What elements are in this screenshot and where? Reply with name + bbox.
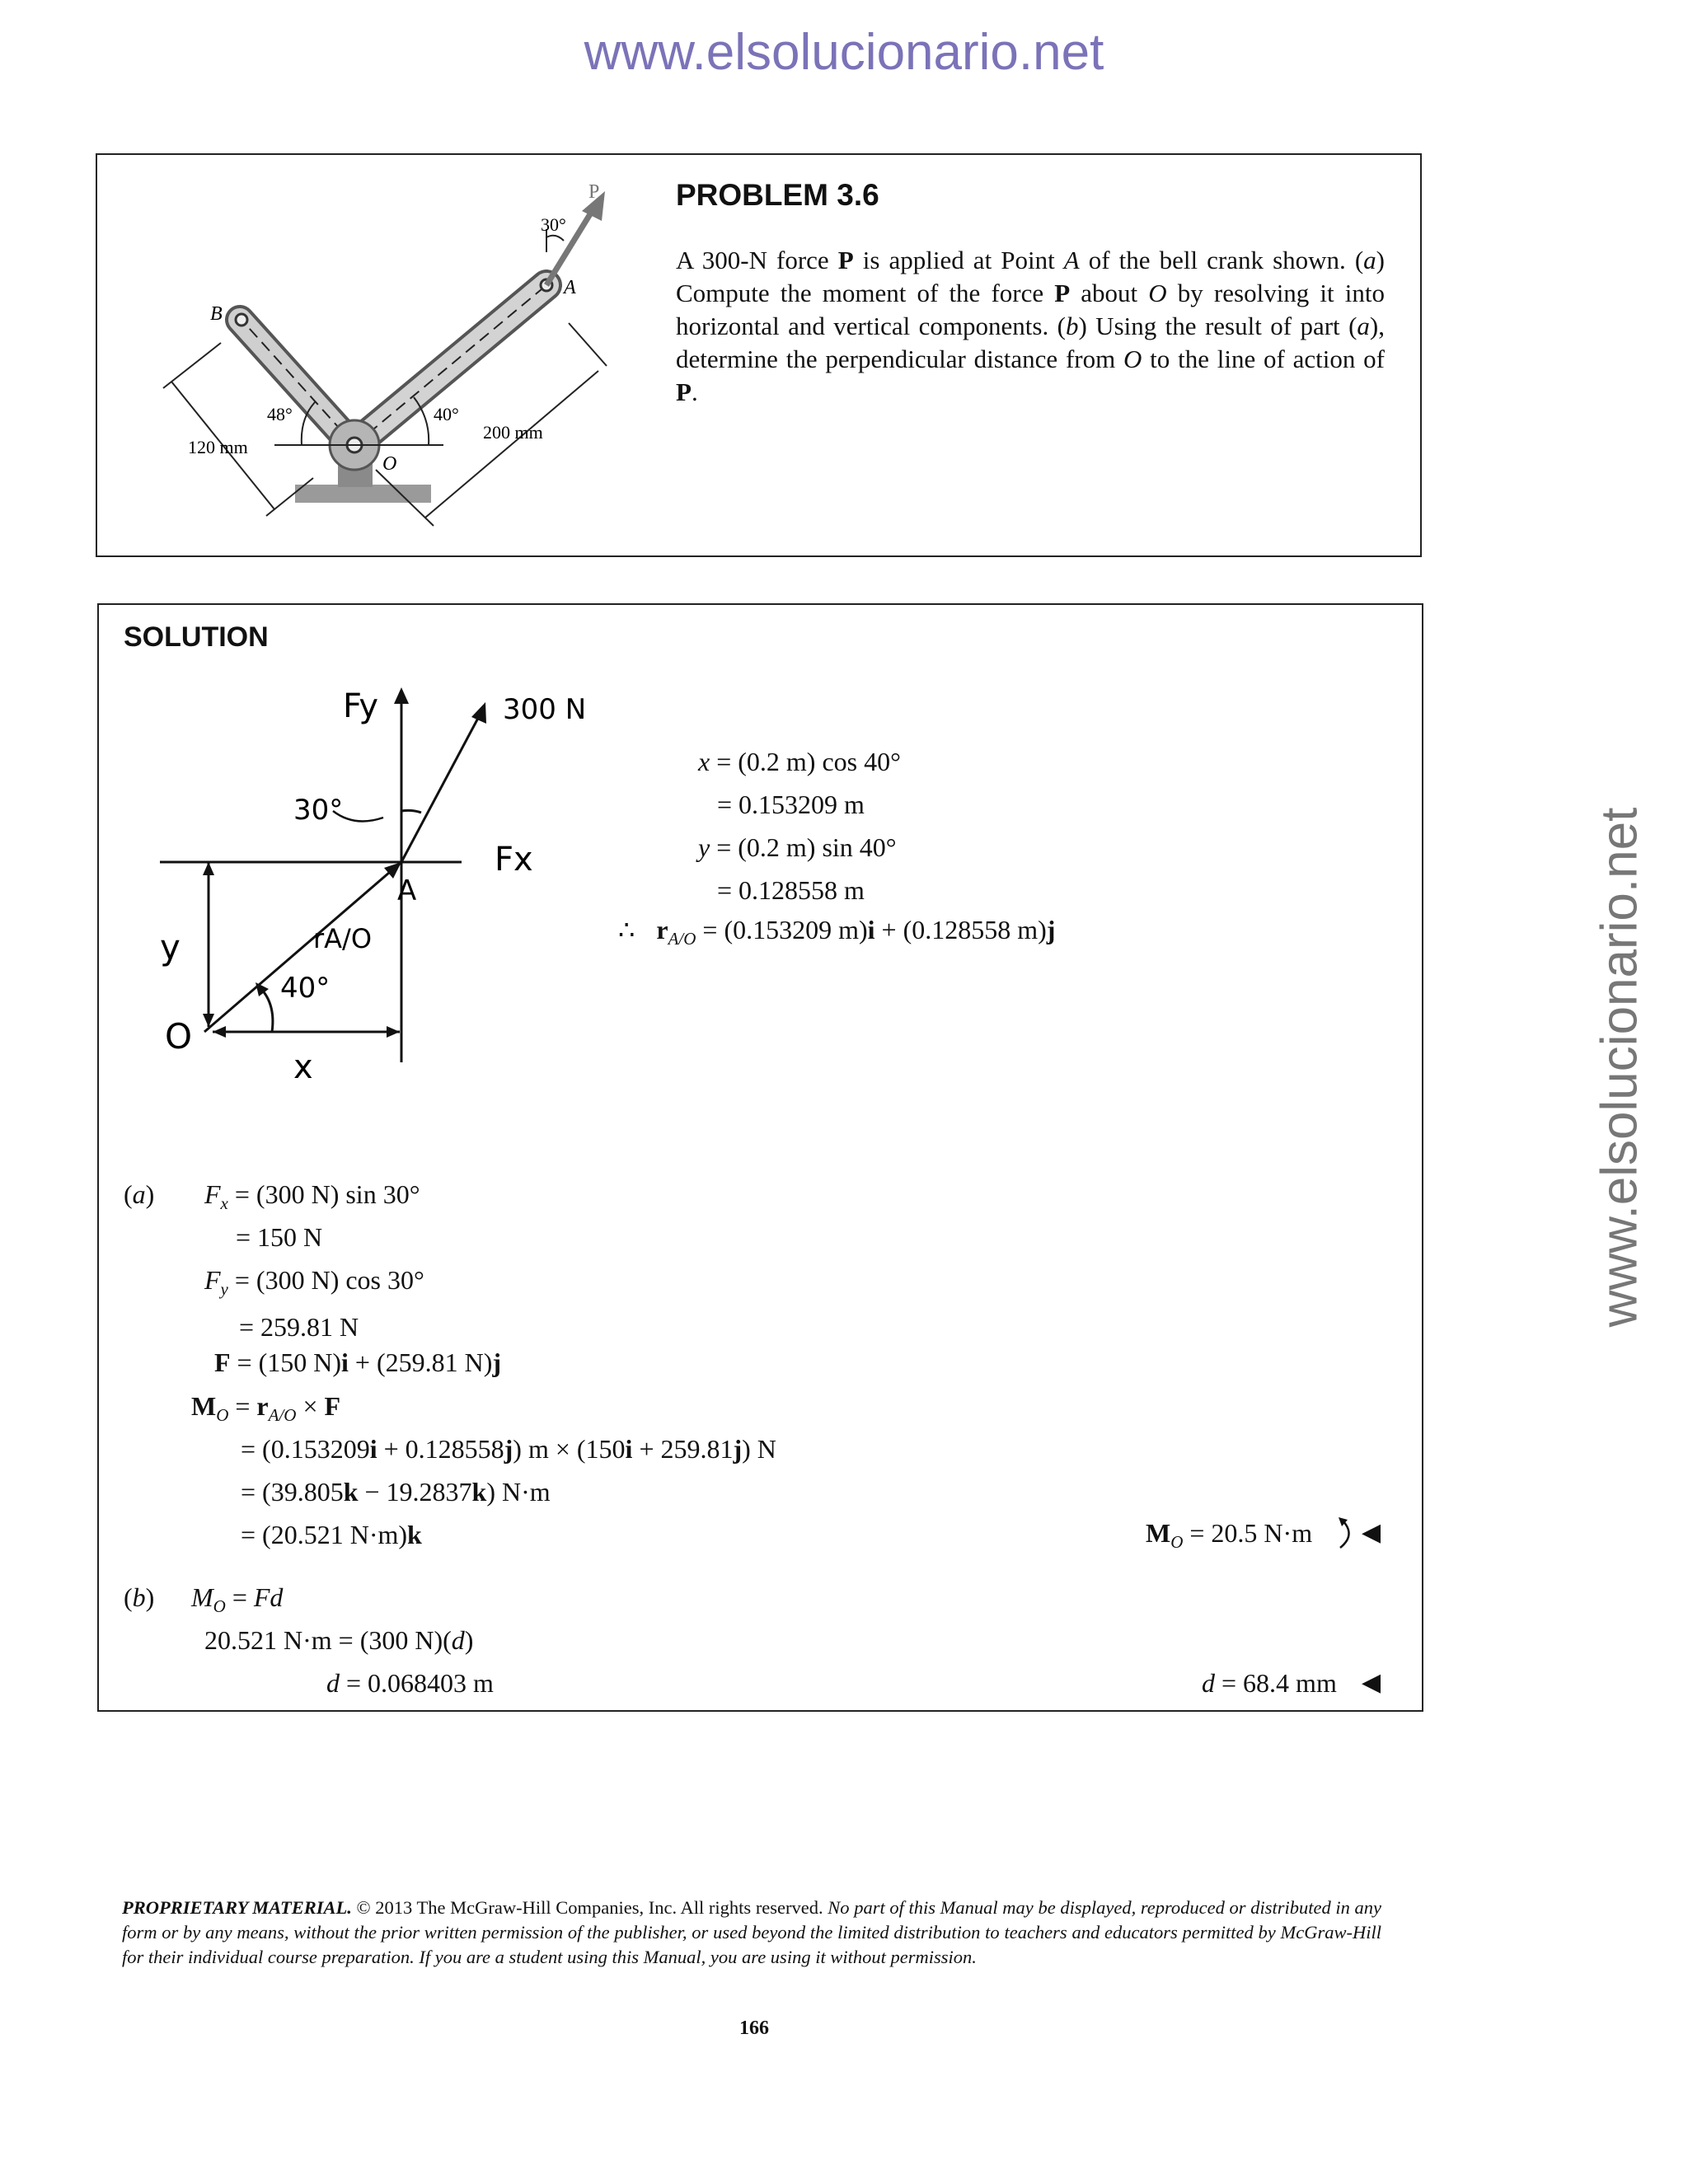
pin-b — [236, 314, 247, 326]
counterclockwise-moment-icon — [1335, 1515, 1360, 1551]
answer-mo-marker: ◀ — [1362, 1518, 1381, 1547]
eq-f-vector: F = (150 N)i + (259.81 N)j — [214, 1347, 502, 1377]
eq-fy-value: = 259.81 N — [239, 1312, 359, 1342]
force-sketch — [148, 687, 659, 1198]
dim-200-line — [425, 371, 598, 518]
crank-arm-b-face — [240, 320, 353, 445]
solution-box — [97, 603, 1423, 1712]
eq-fy: $F_y = (300$ N) cos 30° — [204, 1265, 424, 1299]
eq-moment-substitution: 20.521 N·m = (300 N)(d) — [204, 1625, 474, 1655]
sketch-label-r: rA/O — [313, 923, 373, 954]
crank-base — [295, 485, 431, 503]
label-40deg: 40° — [434, 404, 459, 424]
x-dim-arrow-right — [387, 1026, 400, 1038]
sketch-label-o: O — [165, 1016, 193, 1057]
label-200mm: 200 mm — [483, 422, 543, 443]
sketch-angle-30-arc — [401, 810, 421, 813]
sketch-label-300n: 300 N — [503, 693, 587, 726]
problem-box — [96, 153, 1422, 557]
label-120mm: 120 mm — [188, 437, 248, 457]
problem-statement: A 300-N force P is applied at Point A of the bell crank shown. (a) Compute the moment of the force P about O by resolving it into horizontal and vertical components. (b) Using the result of part (a), determine the perpendicular distance from O to the line of action of P. — [676, 246, 1386, 406]
eq-d-value: d = 0.068403 m — [326, 1668, 494, 1698]
sketch-label-a: A — [397, 874, 417, 907]
answer-d-marker: ◀ — [1362, 1668, 1381, 1697]
therefore-symbol: ∴ — [618, 915, 635, 944]
label-48deg: 48° — [267, 404, 293, 424]
part-b-label: (b) — [124, 1582, 155, 1612]
sketch-force-line — [401, 710, 482, 862]
eq-x: x = (0.2 m) cos 40° — [698, 747, 901, 776]
sketch-label-fx: Fx — [495, 841, 533, 879]
eq-fx-value: = 150 N — [236, 1222, 323, 1252]
eq-fx: $F_x = (300$ N) sin 30° — [204, 1179, 420, 1213]
sketch-label-fy: Fy — [343, 687, 379, 725]
sketch-label-40deg: 40° — [280, 972, 331, 1005]
y-dim-arrow-top — [203, 862, 214, 875]
label-o: O — [382, 453, 397, 475]
eq-mo: $M_O = r_{A/O} \times F$ — [191, 1391, 341, 1425]
x-dim-arrow-left — [213, 1026, 226, 1038]
page-number: 166 — [739, 2018, 769, 2039]
eq-mo-line2: = (0.153209i + 0.128558j) m × (150i + 259.81j) N — [241, 1434, 776, 1464]
sketch-label-y: y — [160, 927, 181, 968]
sketch-label-30deg: 30° — [293, 794, 344, 827]
angle-30-arc — [546, 236, 564, 241]
fy-arrowhead — [394, 687, 409, 704]
eq-mo-line4: = (20.521 N·m)k — [241, 1520, 422, 1549]
bell-crank-figure — [97, 155, 658, 542]
sketch-label-x: x — [293, 1048, 313, 1086]
answer-mo: $M_O = 20.5$ N·m — [1146, 1518, 1313, 1552]
r-vector-line — [204, 862, 401, 1032]
label-b: B — [210, 303, 223, 325]
dim-120-tick-b — [163, 343, 221, 388]
watermark-top: www.elsolucionario.net — [584, 24, 1104, 81]
problem-title: PROBLEM 3.6 — [676, 178, 879, 212]
watermark-side-text: www.elsolucionario.net — [1591, 807, 1648, 1328]
part-a-label: (a) — [124, 1179, 155, 1209]
eq-y: y = (0.2 m) sin 40° — [698, 832, 897, 862]
answer-d: d = 68.4 mm — [1202, 1668, 1337, 1698]
copyright-footer: PROPRIETARY MATERIAL. © 2013 The McGraw-Hill Companies, Inc. All rights reserved. No part of this Manual may be displayed, reproduced or distributed in any form or by any means, without the prior written permission of the publisher, or used beyond the limited distribution to teachers and educators permitted by McGraw-Hill for their individual course preparation. If you are a student using this Manual, you are using it without permission. — [122, 1897, 1381, 1967]
eq-y-value: = 0.128558 m — [717, 875, 865, 905]
label-p: P — [588, 181, 600, 203]
eq-r-ao: ∴ $r_{A/O} = (0.153209$ m)i + (0.128558 m)j — [618, 915, 1056, 949]
label-30deg: 30° — [541, 214, 566, 235]
solution-title: SOLUTION — [124, 621, 269, 653]
eq-mo-line3: = (39.805k − 19.2837k) N·m — [241, 1477, 551, 1507]
dim-200-tick-a — [569, 323, 607, 366]
label-a: A — [564, 277, 576, 298]
force-arrowhead — [471, 702, 486, 724]
eq-x-value: = 0.153209 m — [717, 790, 865, 819]
eq-mo-fd: $M_O = Fd$ — [191, 1582, 284, 1616]
